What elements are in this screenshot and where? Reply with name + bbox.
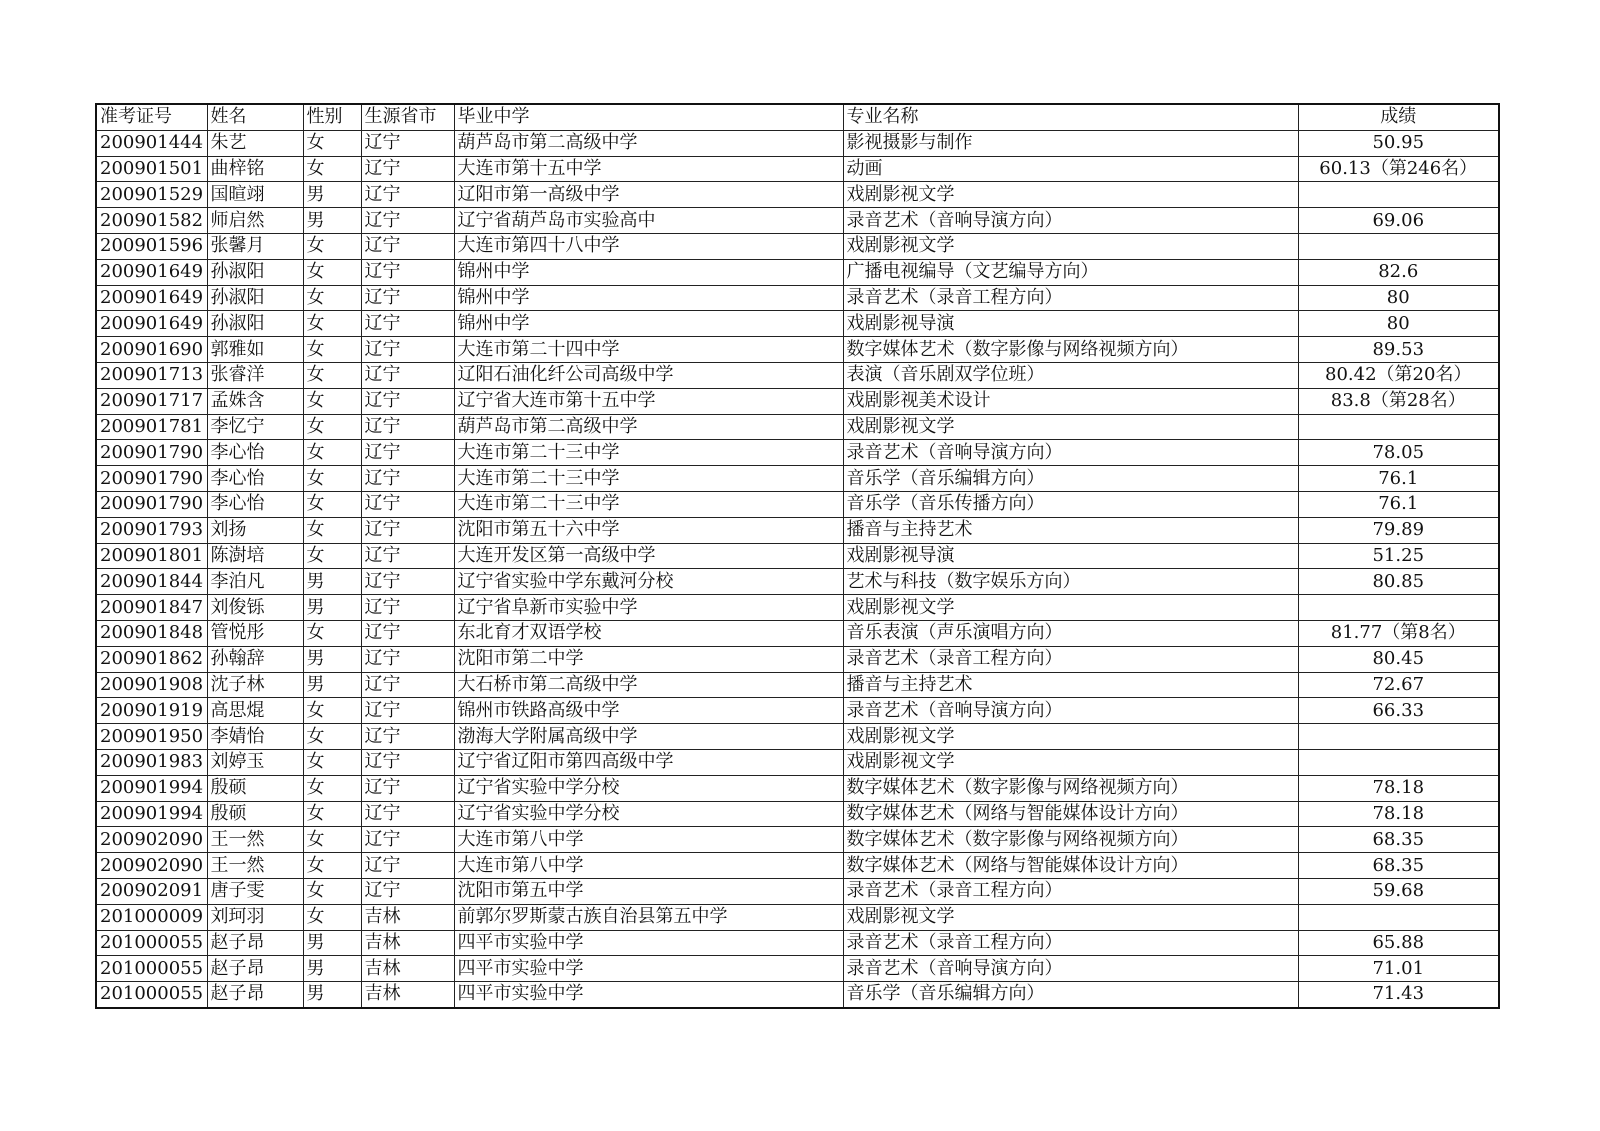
cell-province: 辽宁: [361, 517, 454, 543]
cell-school: 四平市实验中学: [454, 930, 843, 956]
cell-province: 辽宁: [361, 543, 454, 569]
cell-score: 81.77（第8名）: [1298, 620, 1499, 646]
cell-exam-id: 200901690: [96, 337, 207, 363]
cell-exam-id: 200901649: [96, 285, 207, 311]
cell-province: 辽宁: [361, 466, 454, 492]
cell-gender: 女: [303, 698, 361, 724]
cell-name: 孙翰辞: [207, 646, 303, 672]
cell-name: 刘俊铄: [207, 595, 303, 621]
cell-name: 王一然: [207, 827, 303, 853]
table-row: [96, 827, 1499, 853]
cell-province: 辽宁: [361, 801, 454, 827]
cell-name: 唐子雯: [207, 878, 303, 904]
table-row: [96, 982, 1499, 1008]
table-row: [96, 130, 1499, 156]
cell-school: 四平市实验中学: [454, 982, 843, 1008]
cell-gender: 女: [303, 233, 361, 259]
table-row: [96, 491, 1499, 517]
cell-name: 殷硕: [207, 801, 303, 827]
cell-school: 葫芦岛市第二高级中学: [454, 130, 843, 156]
table-row: [96, 595, 1499, 621]
cell-province: 辽宁: [361, 440, 454, 466]
cell-province: 辽宁: [361, 388, 454, 414]
cell-major: 戏剧影视文学: [843, 904, 1298, 930]
cell-gender: 女: [303, 414, 361, 440]
cell-name: 赵子昂: [207, 930, 303, 956]
cell-score: 83.8（第28名）: [1298, 388, 1499, 414]
cell-score: 66.33: [1298, 698, 1499, 724]
cell-score: 89.53: [1298, 337, 1499, 363]
cell-gender: 男: [303, 982, 361, 1008]
cell-score: 76.1: [1298, 491, 1499, 517]
cell-major: 录音艺术（音响导演方向）: [843, 440, 1298, 466]
cell-school: 东北育才双语学校: [454, 620, 843, 646]
cell-gender: 女: [303, 775, 361, 801]
table-row: [96, 311, 1499, 337]
cell-exam-id: 200901717: [96, 388, 207, 414]
cell-gender: 男: [303, 208, 361, 234]
cell-school: 辽阳市第一高级中学: [454, 182, 843, 208]
cell-exam-id: 200901801: [96, 543, 207, 569]
cell-exam-id: 200901713: [96, 362, 207, 388]
table-row: [96, 698, 1499, 724]
table-row: [96, 904, 1499, 930]
cell-score: [1298, 724, 1499, 750]
cell-school: 辽宁省实验中学东戴河分校: [454, 569, 843, 595]
cell-gender: 女: [303, 878, 361, 904]
table-row: [96, 749, 1499, 775]
table-row: [96, 440, 1499, 466]
cell-exam-id: 200901501: [96, 156, 207, 182]
cell-gender: 男: [303, 595, 361, 621]
cell-gender: 男: [303, 956, 361, 982]
cell-name: 赵子昂: [207, 956, 303, 982]
cell-school: 大连市第八中学: [454, 827, 843, 853]
cell-province: 辽宁: [361, 130, 454, 156]
cell-exam-id: 200902091: [96, 878, 207, 904]
cell-exam-id: 200901908: [96, 672, 207, 698]
cell-gender: 女: [303, 130, 361, 156]
cell-school: 大连市第四十八中学: [454, 233, 843, 259]
cell-exam-id: 200902090: [96, 827, 207, 853]
cell-school: 沈阳市第二中学: [454, 646, 843, 672]
cell-exam-id: 201000009: [96, 904, 207, 930]
table-row: [96, 466, 1499, 492]
cell-score: 65.88: [1298, 930, 1499, 956]
table-row: [96, 414, 1499, 440]
cell-name: 殷硕: [207, 775, 303, 801]
cell-exam-id: 200902090: [96, 853, 207, 879]
cell-school: 锦州中学: [454, 259, 843, 285]
header-gender: 性别: [303, 104, 361, 130]
cell-province: 吉林: [361, 930, 454, 956]
cell-gender: 女: [303, 440, 361, 466]
cell-score: 69.06: [1298, 208, 1499, 234]
cell-province: 吉林: [361, 982, 454, 1008]
cell-major: 戏剧影视导演: [843, 543, 1298, 569]
cell-province: 辽宁: [361, 362, 454, 388]
cell-school: 沈阳市第五十六中学: [454, 517, 843, 543]
cell-school: 锦州中学: [454, 285, 843, 311]
cell-exam-id: 200901844: [96, 569, 207, 595]
cell-school: 大连市第二十三中学: [454, 491, 843, 517]
cell-exam-id: 200901790: [96, 440, 207, 466]
cell-name: 孙淑阳: [207, 311, 303, 337]
cell-province: 辽宁: [361, 672, 454, 698]
cell-score: 76.1: [1298, 466, 1499, 492]
cell-major: 戏剧影视导演: [843, 311, 1298, 337]
cell-name: 张睿洋: [207, 362, 303, 388]
cell-name: 李心怡: [207, 491, 303, 517]
cell-exam-id: 200901994: [96, 775, 207, 801]
cell-gender: 男: [303, 672, 361, 698]
cell-gender: 男: [303, 646, 361, 672]
header-school: 毕业中学: [454, 104, 843, 130]
cell-exam-id: 200901847: [96, 595, 207, 621]
cell-name: 郭雅如: [207, 337, 303, 363]
table-row: [96, 182, 1499, 208]
cell-name: 孙淑阳: [207, 259, 303, 285]
cell-score: 82.6: [1298, 259, 1499, 285]
cell-major: 录音艺术（录音工程方向）: [843, 930, 1298, 956]
cell-province: 辽宁: [361, 595, 454, 621]
cell-exam-id: 201000055: [96, 982, 207, 1008]
cell-score: 80: [1298, 311, 1499, 337]
cell-name: 李心怡: [207, 466, 303, 492]
cell-major: 音乐表演（声乐演唱方向）: [843, 620, 1298, 646]
cell-province: 辽宁: [361, 853, 454, 879]
cell-score: 80.85: [1298, 569, 1499, 595]
cell-major: 音乐学（音乐编辑方向）: [843, 982, 1298, 1008]
cell-province: 辽宁: [361, 259, 454, 285]
header-name: 姓名: [207, 104, 303, 130]
table-body: [96, 130, 1499, 1008]
cell-school: 大连开发区第一高级中学: [454, 543, 843, 569]
cell-exam-id: 200901649: [96, 311, 207, 337]
cell-score: 51.25: [1298, 543, 1499, 569]
results-table: [95, 103, 1500, 1009]
cell-name: 李婧怡: [207, 724, 303, 750]
cell-exam-id: 200901950: [96, 724, 207, 750]
cell-province: 辽宁: [361, 569, 454, 595]
cell-score: 80.42（第20名）: [1298, 362, 1499, 388]
cell-score: [1298, 233, 1499, 259]
cell-score: 68.35: [1298, 827, 1499, 853]
cell-name: 高思焜: [207, 698, 303, 724]
cell-name: 朱艺: [207, 130, 303, 156]
cell-major: 数字媒体艺术（网络与智能媒体设计方向）: [843, 801, 1298, 827]
cell-gender: 女: [303, 285, 361, 311]
cell-exam-id: 200901649: [96, 259, 207, 285]
cell-major: 戏剧影视文学: [843, 414, 1298, 440]
cell-score: 71.43: [1298, 982, 1499, 1008]
cell-province: 辽宁: [361, 414, 454, 440]
cell-score: 59.68: [1298, 878, 1499, 904]
cell-major: 录音艺术（音响导演方向）: [843, 956, 1298, 982]
cell-province: 辽宁: [361, 491, 454, 517]
cell-gender: 女: [303, 620, 361, 646]
cell-gender: 女: [303, 543, 361, 569]
cell-name: 刘扬: [207, 517, 303, 543]
table-row: [96, 775, 1499, 801]
header-province: 生源省市: [361, 104, 454, 130]
table-row: [96, 233, 1499, 259]
cell-exam-id: 200901983: [96, 749, 207, 775]
cell-province: 辽宁: [361, 285, 454, 311]
cell-score: 78.18: [1298, 775, 1499, 801]
cell-score: 79.89: [1298, 517, 1499, 543]
cell-major: 戏剧影视文学: [843, 233, 1298, 259]
cell-province: 辽宁: [361, 878, 454, 904]
cell-major: 播音与主持艺术: [843, 672, 1298, 698]
cell-province: 辽宁: [361, 620, 454, 646]
cell-name: 王一然: [207, 853, 303, 879]
cell-score: [1298, 182, 1499, 208]
cell-score: [1298, 904, 1499, 930]
table-row: [96, 569, 1499, 595]
table-row: [96, 156, 1499, 182]
cell-major: 数字媒体艺术（网络与智能媒体设计方向）: [843, 853, 1298, 879]
cell-score: [1298, 749, 1499, 775]
cell-major: 录音艺术（音响导演方向）: [843, 698, 1298, 724]
cell-name: 孟姝含: [207, 388, 303, 414]
table-row: [96, 878, 1499, 904]
cell-exam-id: 200901862: [96, 646, 207, 672]
cell-major: 动画: [843, 156, 1298, 182]
table-row: [96, 285, 1499, 311]
cell-score: 80: [1298, 285, 1499, 311]
cell-name: 曲梓铭: [207, 156, 303, 182]
score-sheet: [95, 103, 1498, 1009]
table-row: [96, 801, 1499, 827]
cell-province: 辽宁: [361, 311, 454, 337]
cell-gender: 女: [303, 801, 361, 827]
cell-school: 大连市第二十三中学: [454, 466, 843, 492]
cell-major: 表演（音乐剧双学位班）: [843, 362, 1298, 388]
cell-exam-id: 200901994: [96, 801, 207, 827]
cell-exam-id: 201000055: [96, 956, 207, 982]
cell-score: [1298, 595, 1499, 621]
cell-name: 刘婷玉: [207, 749, 303, 775]
cell-gender: 男: [303, 569, 361, 595]
cell-score: 80.45: [1298, 646, 1499, 672]
cell-major: 播音与主持艺术: [843, 517, 1298, 543]
cell-exam-id: 200901919: [96, 698, 207, 724]
cell-score: 50.95: [1298, 130, 1499, 156]
cell-gender: 女: [303, 337, 361, 363]
cell-school: 四平市实验中学: [454, 956, 843, 982]
cell-gender: 女: [303, 466, 361, 492]
cell-score: 78.05: [1298, 440, 1499, 466]
table-row: [96, 646, 1499, 672]
cell-gender: 女: [303, 853, 361, 879]
cell-major: 录音艺术（音响导演方向）: [843, 208, 1298, 234]
cell-score: 60.13（第246名）: [1298, 156, 1499, 182]
cell-school: 渤海大学附属高级中学: [454, 724, 843, 750]
cell-name: 李泊凡: [207, 569, 303, 595]
header-exam-id: 准考证号: [96, 104, 207, 130]
cell-school: 前郭尔罗斯蒙古族自治县第五中学: [454, 904, 843, 930]
cell-exam-id: 200901790: [96, 466, 207, 492]
cell-school: 沈阳市第五中学: [454, 878, 843, 904]
cell-major: 数字媒体艺术（数字影像与网络视频方向）: [843, 775, 1298, 801]
cell-major: 戏剧影视文学: [843, 182, 1298, 208]
cell-gender: 女: [303, 362, 361, 388]
table-row: [96, 930, 1499, 956]
cell-major: 艺术与科技（数字娱乐方向）: [843, 569, 1298, 595]
cell-province: 辽宁: [361, 646, 454, 672]
header-major: 专业名称: [843, 104, 1298, 130]
cell-school: 辽宁省葫芦岛市实验高中: [454, 208, 843, 234]
cell-gender: 男: [303, 930, 361, 956]
cell-major: 数字媒体艺术（数字影像与网络视频方向）: [843, 827, 1298, 853]
table-row: [96, 724, 1499, 750]
cell-gender: 女: [303, 827, 361, 853]
cell-gender: 女: [303, 491, 361, 517]
cell-exam-id: 200901529: [96, 182, 207, 208]
cell-school: 辽宁省辽阳市第四高级中学: [454, 749, 843, 775]
cell-gender: 女: [303, 311, 361, 337]
cell-school: 辽宁省大连市第十五中学: [454, 388, 843, 414]
cell-score: 78.18: [1298, 801, 1499, 827]
cell-exam-id: 200901596: [96, 233, 207, 259]
cell-major: 戏剧影视文学: [843, 724, 1298, 750]
cell-province: 辽宁: [361, 775, 454, 801]
cell-school: 锦州中学: [454, 311, 843, 337]
cell-major: 录音艺术（录音工程方向）: [843, 285, 1298, 311]
cell-province: 辽宁: [361, 337, 454, 363]
cell-gender: 女: [303, 904, 361, 930]
cell-name: 赵子昂: [207, 982, 303, 1008]
cell-exam-id: 200901582: [96, 208, 207, 234]
cell-major: 数字媒体艺术（数字影像与网络视频方向）: [843, 337, 1298, 363]
cell-gender: 女: [303, 724, 361, 750]
cell-score: 68.35: [1298, 853, 1499, 879]
cell-major: 录音艺术（录音工程方向）: [843, 646, 1298, 672]
cell-province: 辽宁: [361, 233, 454, 259]
table-row: [96, 620, 1499, 646]
cell-name: 陈澍培: [207, 543, 303, 569]
table-row: [96, 853, 1499, 879]
cell-exam-id: 200901793: [96, 517, 207, 543]
cell-gender: 女: [303, 749, 361, 775]
cell-gender: 女: [303, 259, 361, 285]
cell-name: 师启然: [207, 208, 303, 234]
cell-name: 李心怡: [207, 440, 303, 466]
cell-province: 辽宁: [361, 827, 454, 853]
cell-gender: 男: [303, 182, 361, 208]
cell-score: 72.67: [1298, 672, 1499, 698]
table-row: [96, 517, 1499, 543]
table-row: [96, 956, 1499, 982]
cell-school: 锦州市铁路高级中学: [454, 698, 843, 724]
cell-school: 葫芦岛市第二高级中学: [454, 414, 843, 440]
cell-province: 辽宁: [361, 749, 454, 775]
table-row: [96, 362, 1499, 388]
cell-school: 辽宁省实验中学分校: [454, 801, 843, 827]
cell-exam-id: 200901781: [96, 414, 207, 440]
cell-gender: 女: [303, 388, 361, 414]
cell-score: [1298, 414, 1499, 440]
cell-name: 刘珂羽: [207, 904, 303, 930]
table-row: [96, 208, 1499, 234]
cell-school: 辽宁省阜新市实验中学: [454, 595, 843, 621]
cell-province: 辽宁: [361, 156, 454, 182]
table-row: [96, 388, 1499, 414]
cell-gender: 女: [303, 156, 361, 182]
cell-school: 大连市第十五中学: [454, 156, 843, 182]
cell-exam-id: 200901444: [96, 130, 207, 156]
cell-major: 广播电视编导（文艺编导方向）: [843, 259, 1298, 285]
cell-major: 戏剧影视文学: [843, 595, 1298, 621]
cell-province: 吉林: [361, 956, 454, 982]
header-score: 成绩: [1298, 104, 1499, 130]
cell-province: 辽宁: [361, 208, 454, 234]
cell-school: 辽宁省实验中学分校: [454, 775, 843, 801]
table-row: [96, 259, 1499, 285]
cell-major: 音乐学（音乐传播方向）: [843, 491, 1298, 517]
cell-province: 吉林: [361, 904, 454, 930]
cell-major: 戏剧影视美术设计: [843, 388, 1298, 414]
cell-exam-id: 201000055: [96, 930, 207, 956]
cell-school: 大连市第二十三中学: [454, 440, 843, 466]
cell-name: 李忆宁: [207, 414, 303, 440]
cell-province: 辽宁: [361, 724, 454, 750]
cell-name: 国暄翊: [207, 182, 303, 208]
cell-school: 大连市第八中学: [454, 853, 843, 879]
cell-gender: 女: [303, 517, 361, 543]
cell-province: 辽宁: [361, 698, 454, 724]
table-row: [96, 672, 1499, 698]
cell-major: 音乐学（音乐编辑方向）: [843, 466, 1298, 492]
cell-score: 71.01: [1298, 956, 1499, 982]
cell-major: 影视摄影与制作: [843, 130, 1298, 156]
cell-province: 辽宁: [361, 182, 454, 208]
table-row: [96, 337, 1499, 363]
cell-school: 辽阳石油化纤公司高级中学: [454, 362, 843, 388]
cell-name: 管悦彤: [207, 620, 303, 646]
cell-name: 孙淑阳: [207, 285, 303, 311]
cell-major: 录音艺术（录音工程方向）: [843, 878, 1298, 904]
header-row: [96, 104, 1499, 130]
cell-school: 大石桥市第二高级中学: [454, 672, 843, 698]
cell-exam-id: 200901848: [96, 620, 207, 646]
cell-name: 张馨月: [207, 233, 303, 259]
cell-major: 戏剧影视文学: [843, 749, 1298, 775]
cell-exam-id: 200901790: [96, 491, 207, 517]
cell-name: 沈子林: [207, 672, 303, 698]
table-row: [96, 543, 1499, 569]
cell-school: 大连市第二十四中学: [454, 337, 843, 363]
